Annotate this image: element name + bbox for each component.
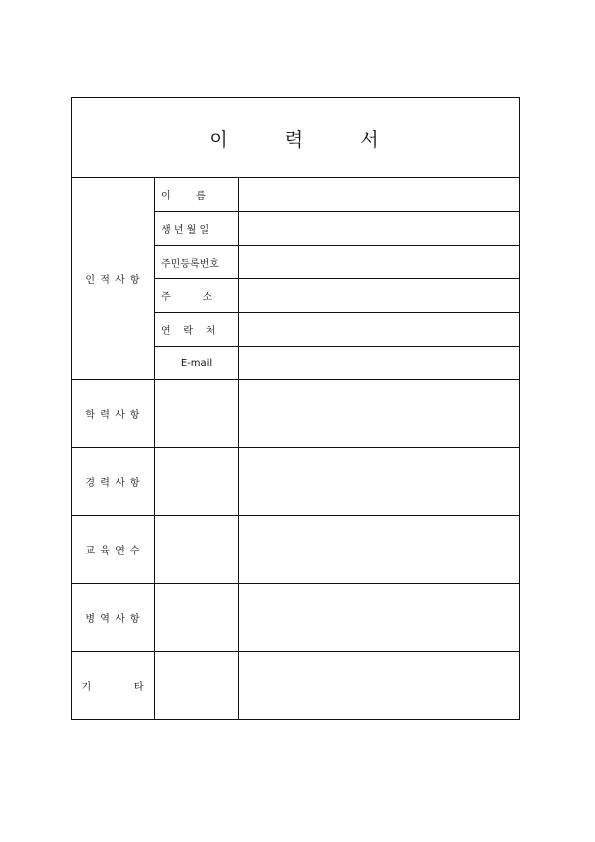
field-label-birthdate: 생 년 월 일: [155, 212, 239, 246]
category-military: 병 역 사 항: [72, 584, 155, 652]
other-detail-cell[interactable]: [239, 652, 519, 719]
category-career: 경 력 사 항: [72, 448, 155, 516]
military-detail-cell[interactable]: [239, 584, 519, 652]
category-training: 교 육 연 수: [72, 516, 155, 584]
field-value-address[interactable]: [239, 279, 519, 313]
category-education: 학 력 사 항: [72, 380, 155, 448]
title-row: [72, 98, 519, 178]
field-label-address: 주 소: [155, 279, 239, 313]
career-period-cell[interactable]: [155, 448, 239, 516]
field-value-name[interactable]: [239, 178, 519, 212]
field-label-contact: 연 락 처: [155, 313, 239, 347]
document-title: 이 력 서: [209, 129, 382, 151]
education-period-cell[interactable]: [155, 380, 239, 448]
form-grid: [72, 178, 519, 719]
education-detail-cell[interactable]: [239, 380, 519, 448]
field-value-resident-number[interactable]: [239, 246, 519, 279]
category-personal-info-label: 인 적 사 항: [85, 275, 141, 286]
category-personal-info: [72, 178, 155, 380]
field-value-contact[interactable]: [239, 313, 519, 347]
category-other: 기 타: [72, 652, 155, 719]
field-label-name: 이 름: [155, 178, 239, 212]
training-period-cell[interactable]: [155, 516, 239, 584]
military-period-cell[interactable]: [155, 584, 239, 652]
field-value-email[interactable]: [239, 347, 519, 380]
training-detail-cell[interactable]: [239, 516, 519, 584]
other-period-cell[interactable]: [155, 652, 239, 719]
resume-form: [71, 97, 520, 720]
career-detail-cell[interactable]: [239, 448, 519, 516]
field-value-birthdate[interactable]: [239, 212, 519, 246]
field-label-email: E-mail: [155, 347, 239, 380]
field-label-resident-number: 주민등록번호: [155, 246, 239, 279]
